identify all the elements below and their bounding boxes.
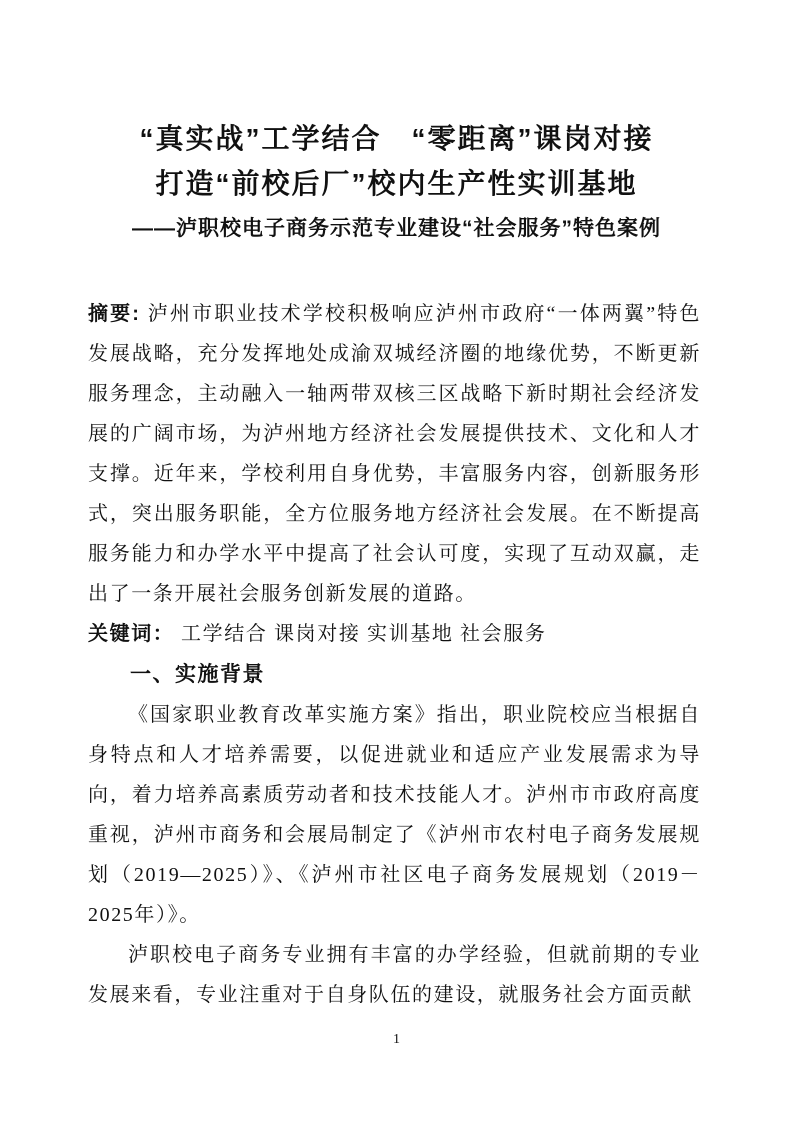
abstract-text: 泸州市职业技术学校积极响应泸州市政府“一体两翼”特色发展战略，充分发挥地处成渝双城经济圈的地缘优势，不断更新服务理念，主动融入一轴两带双核三区战略下新时期社会经济发展的广阔市场，为泸州地方经济社会发展提供技术、文化和人才支撑。近年来，学校利用自身优势，丰富服务内容，创新服务形式，突出服务职能，全方位服务地方经济社会发展。在不断提高服务能力和办学水平中提高了社会认可度，实现了互动双赢，走出了一条开展社会服务创新发展的道路。: [88, 303, 701, 605]
page-title: [0, 116, 793, 206]
document-body: [88, 294, 701, 1015]
abstract-paragraph: [88, 294, 701, 614]
title-line-2: 打造“前校后厂”校内生产性实训基地: [155, 168, 638, 199]
document-subtitle: ——泸职校电子商务示范专业建设“社会服务”特色案例: [132, 217, 661, 240]
page-footer: [0, 1032, 793, 1048]
keywords-line: [88, 614, 701, 654]
body-paragraph: 泸职校电子商务专业拥有丰富的办学经验，但就前期的专业发展来看，专业注重对于自身队伍的建设，就服务社会方面贡献: [88, 944, 701, 1006]
page-number: 1: [393, 1032, 400, 1047]
keywords-label: 关键词：: [88, 623, 175, 645]
section-paragraphs: [88, 695, 701, 1015]
section-heading-implementation-background: 一、实施背景: [130, 663, 265, 686]
abstract-label: 摘要:: [88, 303, 141, 325]
keywords-text: 工学结合 课岗对接 实训基地 社会服务: [181, 623, 547, 645]
body-paragraph: 《国家职业教育改革实施方案》指出，职业院校应当根据自身特点和人才培养需要，以促进就业和适应产业发展需求为导向，着力培养高素质劳动者和技术技能人才。泸州市市政府高度重视，泸州市商务和会展局制定了《泸州市农村电子商务发展规划（2019—2025）》、《泸州市社区电子商务发展规划（2019－2025年）》。: [88, 704, 701, 926]
title-block: [0, 116, 793, 246]
title-line-1: “真实战”工学结合 “零距离”课岗对接: [139, 123, 654, 154]
